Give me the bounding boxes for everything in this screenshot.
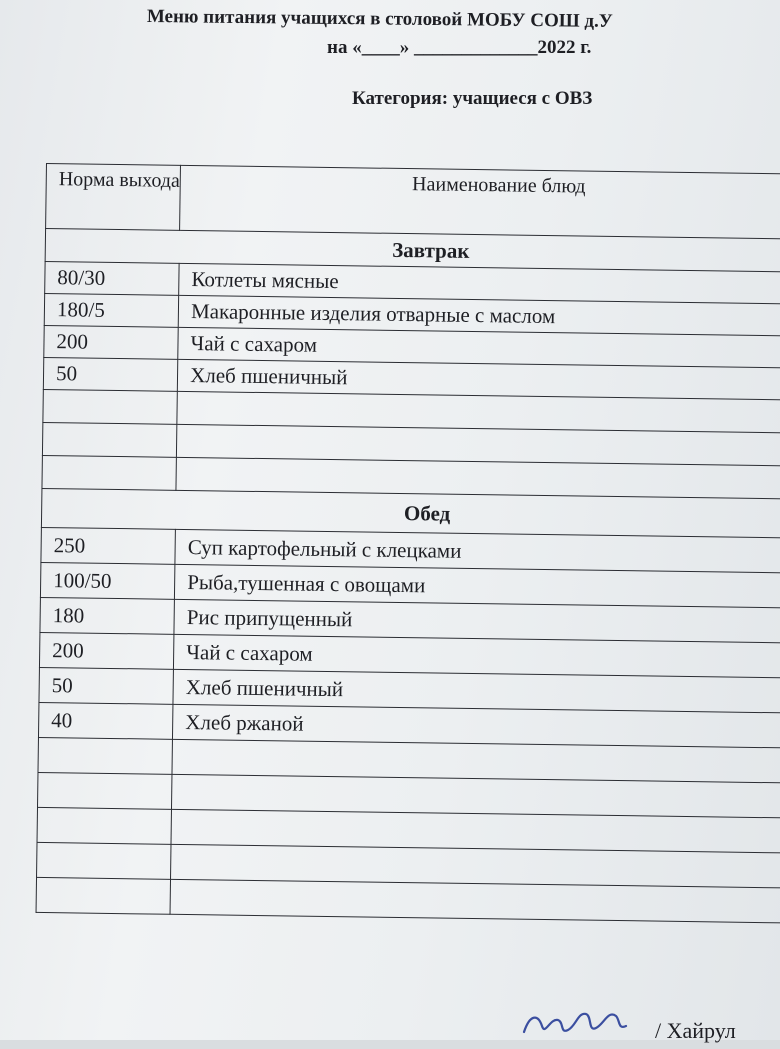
- dish-cell: Суп картофельный с клецками: [175, 529, 780, 573]
- signer-name: / Хайрул: [655, 1018, 736, 1043]
- norm-cell: 180: [40, 597, 175, 634]
- dish-cell: Макаронные изделия отварные с маслом: [178, 295, 780, 336]
- document-title: Меню питания учащихся в столовой МОБУ СОШ д.У: [146, 6, 613, 32]
- dish-cell: Хлеб ржаной: [173, 704, 780, 748]
- norm-cell: 200: [44, 325, 179, 359]
- norm-cell: 50: [43, 357, 178, 391]
- dish-cell: Чай с сахаром: [174, 634, 780, 678]
- empty-cell: [43, 389, 178, 424]
- dish-cell: Котлеты мясные: [179, 263, 780, 304]
- dish-cell: Рис припущенный: [174, 599, 780, 643]
- menu-table: [36, 163, 780, 924]
- norm-cell: 250: [41, 527, 176, 564]
- handwritten-signature: [520, 1006, 630, 1049]
- empty-cell: [42, 455, 177, 490]
- dish-cell: Хлеб пшеничный: [177, 359, 780, 400]
- empty-cell: [37, 807, 172, 844]
- signature-scribble-icon: [520, 1006, 630, 1040]
- dish-cell: Чай с сахаром: [178, 327, 780, 368]
- norm-cell: 40: [38, 702, 173, 739]
- dish-cell: Хлеб пшеничный: [173, 669, 780, 713]
- norm-cell: 180/5: [44, 293, 179, 327]
- empty-cell: [38, 737, 173, 774]
- empty-cell: [37, 842, 172, 879]
- empty-cell: [36, 877, 171, 914]
- table-header-row: [46, 164, 780, 240]
- norm-cell: 50: [39, 667, 174, 704]
- norm-column-header: Норма выхода: [46, 164, 181, 231]
- category-line: Категория: учащиеся с ОВЗ: [352, 88, 593, 109]
- norm-cell: 100/50: [40, 562, 175, 599]
- breakfast-label: Завтрак: [45, 229, 780, 273]
- empty-cell: [42, 422, 177, 457]
- lunch-label: Обед: [41, 488, 780, 538]
- dish-cell: Рыба,тушенная с овощами: [175, 564, 780, 608]
- empty-cell: [170, 879, 780, 923]
- name-column-header: Наименование блюд: [180, 165, 780, 239]
- norm-cell: 80/30: [45, 261, 180, 295]
- norm-cell: 200: [39, 632, 174, 669]
- date-line: на «____» _____________2022 г.: [327, 37, 592, 58]
- empty-cell: [38, 772, 173, 809]
